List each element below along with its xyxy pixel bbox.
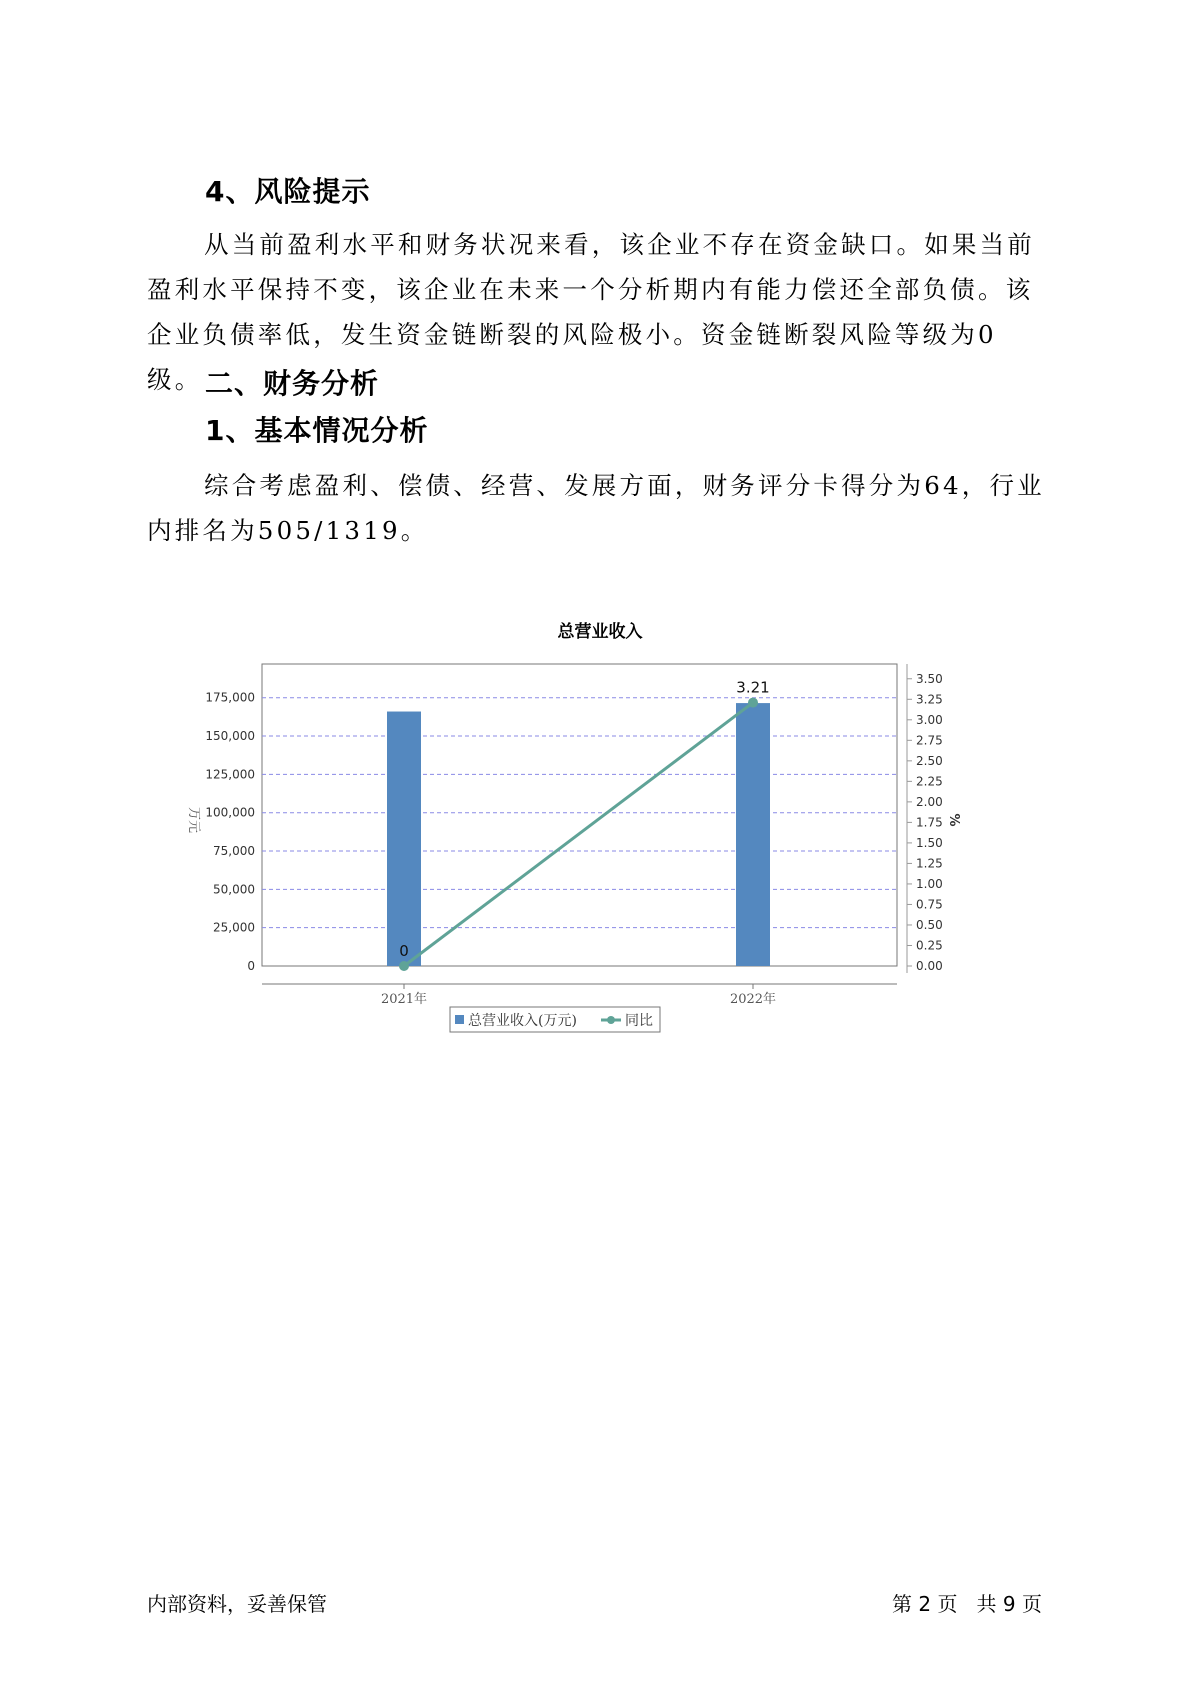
legend-yoy-label: 同比 — [625, 1013, 653, 1029]
y2-tick-label: 3.00 — [916, 712, 943, 727]
x-tick-label: 2022年 — [729, 992, 777, 1007]
chart-title: 总营业收入 — [557, 622, 643, 642]
y-tick-label: 175,000 — [205, 690, 255, 705]
legend-line-marker — [607, 1016, 615, 1024]
x-tick-label: 2021年 — [380, 992, 428, 1007]
y2-tick-label: 2.75 — [916, 733, 943, 748]
y2-tick-label: 2.00 — [916, 794, 943, 809]
legend-revenue-label: 总营业收入(万元) — [468, 1013, 577, 1029]
risk-paragraph: 从当前盈利水平和财务状况来看，该企业不存在资金缺口。如果当前盈利水平保持不变，该企业在未来一个分析期内有能力偿还全部负债。该企业负债率低，发生资金链断裂的风险极小。资金链断裂风险等级为0级。 — [147, 230, 1035, 394]
footer-note: 内部资料，妥善保管 — [147, 1592, 327, 1616]
y-tick-label: 25,000 — [213, 920, 255, 935]
section-heading-basic: 1、基本情况分析 — [205, 414, 429, 447]
y2-tick-label: 0.25 — [916, 938, 943, 953]
y2-tick-label: 3.50 — [916, 671, 943, 686]
y-tick-label: 100,000 — [205, 805, 255, 820]
section-heading-risk: 4、风险提示 — [205, 175, 371, 208]
y-tick-label: 75,000 — [213, 844, 255, 859]
revenue-bar — [387, 712, 421, 966]
yoy-line — [404, 703, 753, 966]
y-tick-label: 0 — [247, 959, 255, 973]
basic-paragraph: 综合考虑盈利、偿债、经营、发展方面，财务评分卡得分为64，行业内排名为505/1319。 — [147, 471, 1045, 545]
y2-tick-label: 0.75 — [916, 897, 943, 912]
revenue-chart — [160, 615, 980, 1075]
y2-tick-label: 0.00 — [916, 959, 943, 973]
chart-legend — [450, 1007, 660, 1032]
y2-tick-label: 1.50 — [916, 835, 943, 850]
yoy-data-label: 3.21 — [736, 678, 770, 697]
y2-tick-label: 2.25 — [916, 774, 943, 789]
y-tick-label: 125,000 — [205, 767, 255, 782]
y2-tick-label: 1.25 — [916, 856, 943, 871]
y2-tick-label: 1.75 — [916, 815, 943, 830]
legend-bar-swatch — [455, 1015, 464, 1024]
yoy-point — [748, 698, 758, 708]
y2-axis-label: % — [946, 813, 961, 827]
section-heading-finance: 二、财务分析 — [205, 367, 380, 400]
y-tick-label: 150,000 — [205, 729, 255, 744]
yoy-point — [399, 961, 409, 971]
y2-tick-label: 1.00 — [916, 876, 943, 891]
y-axis-label: 万元 — [186, 806, 201, 834]
yoy-data-label: 0 — [399, 942, 409, 960]
y-tick-label: 50,000 — [213, 882, 255, 897]
plot-frame — [262, 664, 897, 966]
revenue-bar — [736, 703, 770, 966]
y2-tick-label: 3.25 — [916, 692, 943, 707]
y2-tick-label: 0.50 — [916, 917, 943, 932]
page-number: 第 2 页 共 9 页 — [892, 1592, 1042, 1616]
y2-tick-label: 2.50 — [916, 753, 943, 768]
